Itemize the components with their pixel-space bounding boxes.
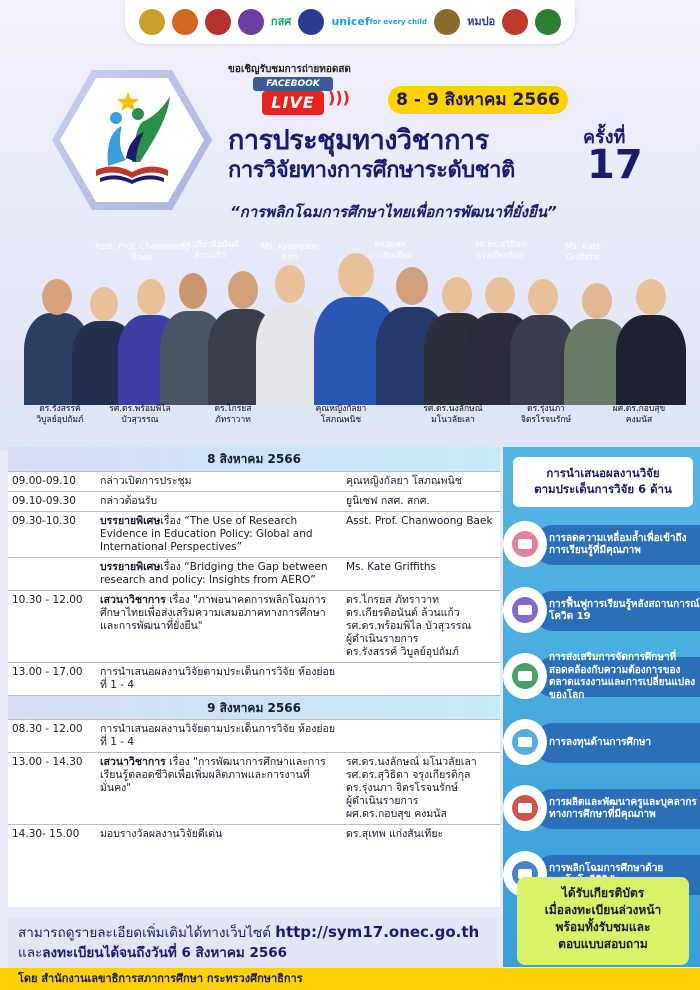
session-topic: กล่าวต้อนรับ: [100, 495, 158, 507]
seal-logo-icon: [172, 9, 198, 35]
schedule-row: [8, 471, 500, 491]
eef-logo: กสศ: [270, 15, 292, 28]
schedule-time: 09.30-10.30: [12, 515, 76, 527]
registration-deadline: ลงทะเบียนได้จนถึงวันที่ 6 สิงหาคม 2566: [42, 945, 288, 961]
session-topic: เรื่อง "ภาพอนาคตการพลิกโฉมการศึกษาไทยเพื่อส่งเสริมความเสมอภาคทางการศึกษาและการพัฒนาที่ยั่งยืน": [100, 594, 327, 632]
university-logo-icon: [238, 9, 264, 35]
session-topic: เรื่อง “Bridging the Gap between research and policy: Insights from AERO”: [100, 561, 328, 586]
track-banner: [533, 723, 700, 763]
schedule-row: [8, 491, 500, 511]
schedule-speaker: ดร.สุเทพ แก่งสันเทียะ: [346, 828, 444, 840]
schedule-description: [100, 756, 340, 821]
schedule-row: [8, 662, 500, 695]
website-footer: [8, 918, 500, 968]
schedule-time: 13.00 - 14.30: [12, 756, 83, 768]
session-topic: เรื่อง "การพัฒนาการศึกษาและการเรียนรู้ตลอดชีวิตเพื่อเพิ่มผลิตภาพและการงานที่มั่นคง": [100, 756, 326, 794]
schedule-speaker: คุณหญิงกัลยา โสภณพนิช: [346, 475, 462, 487]
schedule-speaker: Asst. Prof. Chanwoong Baek: [346, 515, 493, 527]
speaker-top-name: รศ.ดร.สุวิธิดา จรุงเกียรติกุล: [474, 240, 526, 261]
university-seal-icon: [502, 9, 528, 35]
track-label: การลงทุนด้านการศึกษา: [549, 736, 652, 748]
schedule-row: [8, 557, 500, 590]
session-topic: มอบรางวัลผลงานวิจัยดีเด่น: [100, 828, 223, 840]
thai-ministry-logo-icon: [434, 9, 460, 35]
speaker-bottom-name: รศ.ดร.นงลักษณ์ มโนวลัยเลา: [423, 404, 483, 425]
schedule-table: [8, 447, 500, 907]
schedule-speaker: Ms. Kate Griffiths: [346, 561, 437, 573]
speaker-photo: [616, 315, 686, 405]
speaker-top-name: Ms. Kyungsun Kim: [260, 242, 320, 263]
track-illustration-icon: [503, 587, 547, 633]
invite-text: ขอเชิญรับชมการถ่ายทอดสด: [228, 64, 351, 75]
research-track-item: [503, 719, 700, 769]
certificate-note: ได้รับเกียรติบัตร เมื่อลงทะเบียนล่วงหน้า พร้อมทั้งรับชมและ ตอบแบบสอบถาม: [517, 877, 689, 965]
tracks-heading: การนำเสนอผลงานวิจัย ตามประเด็นการวิจัย 6 ด้าน: [513, 457, 693, 507]
moe-emblem-icon: [139, 9, 165, 35]
website-line: [18, 922, 490, 943]
schedule-row: [8, 824, 500, 844]
day2-rows: [8, 719, 500, 844]
track-label: การส่งเสริมการจัดการศึกษาที่สอดคล้องกับความต้องการของตลาดแรงงานและการเปลี่ยนแปลงของโลก: [549, 652, 696, 701]
day2-header: 9 สิงหาคม 2566: [8, 695, 500, 719]
session-topic: เรื่อง “The Use of Research Evidence in Education Policy: Global and International Perspectives”: [100, 515, 313, 553]
edition-label: ครั้งที่: [583, 127, 626, 148]
session-type: เสวนาวิชาการ: [100, 756, 166, 768]
schedule-description: [100, 515, 340, 554]
speaker-top-name: Asst. Prof. Chanwoong Baek: [94, 242, 190, 263]
schedule-row: [8, 511, 500, 557]
conference-title: การประชุมทางวิชาการ: [228, 125, 489, 156]
research-track-item: [503, 587, 700, 637]
schedule-time: 14.30- 15.00: [12, 828, 80, 840]
schedule-description: [100, 723, 340, 749]
conference-subtitle: การวิจัยทางการศึกษาระดับชาติ: [228, 158, 515, 183]
unicef-logo: [331, 9, 426, 35]
organizer-bar: โดย สำนักงานเลขาธิการสภาการศึกษา กระทรวงศึกษาธิการ: [0, 968, 700, 990]
schedule-row: [8, 752, 500, 824]
speaker-bottom-name: คุณหญิงกัลยา โสภณพนิช: [315, 404, 367, 425]
schedule-time: 10.30 - 12.00: [12, 594, 83, 606]
onec-logo-icon: [205, 9, 231, 35]
track-illustration-icon: [503, 719, 547, 765]
facebook-label: FACEBOOK: [253, 77, 333, 91]
track-label: การลดความเหลื่อมล้ำเพื่อเข้าถึงการเรียนรู้ที่มีคุณภาพ: [549, 532, 687, 556]
live-badge: LIVE: [262, 91, 324, 115]
track-banner: [533, 591, 700, 631]
schedule-time: 13.00 - 17.00: [12, 666, 83, 678]
schedule-description: [100, 828, 340, 841]
website-prefix: สามารถดูรายละเอียดเพิ่มเติมได้ทางเว็บไซต์: [18, 925, 276, 941]
registration-line: [18, 943, 490, 963]
schedule-speaker: ดร.ไกรยส ภัทราวาท ดร.เกียรติอนันต์ ล้วนแก้ว รศ.ดร.พร้อมพิไล บัวสุวรรณ ผู้ดำเนินรายการ ดร.รังสรรค์ วิบูลย์อุปถัมภ์: [346, 594, 472, 658]
schedule-description: [100, 594, 340, 659]
unicef-tagline: for every child: [369, 18, 427, 26]
track-banner: [533, 525, 700, 565]
schedule-row: [8, 719, 500, 752]
speaker-bottom-name: ผศ.ดร.กอบสุข คงมนัส: [612, 404, 666, 425]
schedule-speaker: [340, 723, 496, 749]
session-type: บรรยายพิเศษ: [100, 561, 161, 573]
partner-logo-strip: [125, 0, 575, 44]
day1-header: 8 สิงหาคม 2566: [8, 447, 500, 471]
track-label: การฟื้นฟูการเรียนรู้หลังสถานการณ์โควิด 19: [549, 598, 700, 622]
schedule-time: 09.10-09.30: [12, 495, 76, 507]
track-illustration-icon: [503, 653, 547, 699]
edition-number: 17: [587, 142, 643, 188]
session-topic: การนำเสนอผลงานวิจัยตามประเด็นการวิจัย ห้องย่อยที่ 1 - 4: [100, 723, 335, 748]
broadcast-wave-icon: ))): [328, 88, 350, 107]
track-illustration-icon: [503, 521, 547, 567]
speaker-bottom-name: รศ.ดร.พร้อมพิไล บัวสุวรรณ: [109, 404, 171, 425]
session-type: บรรยายพิเศษ: [100, 515, 161, 527]
schedule-speaker: รศ.ดร.นงลักษณ์ มโนวลัยเลา รศ.ดร.สุวิธิดา จรุงเกียรติกุล ดร.รุ่งนภา จิตรโรจนรักษ์ ผู้ดำเนินรายการ ผศ.ดร.กอบสุข คงมนัส: [346, 756, 477, 820]
track-label: การผลิตและพัฒนาครูและบุคลากรทางการศึกษาที่มีคุณภาพ: [549, 796, 697, 820]
session-type: เสวนาวิชาการ: [100, 594, 166, 606]
institute-seal-icon: [535, 9, 561, 35]
speaker-top-name: Ms. Kate Griffiths: [564, 242, 602, 263]
event-date: 8 - 9 สิงหาคม 2566: [388, 86, 568, 114]
schedule-time: 08.30 - 12.00: [12, 723, 83, 735]
schedule-description: [100, 495, 340, 508]
speaker-photo-group: [20, 255, 690, 405]
track-banner: [533, 652, 700, 701]
speaker-bottom-name: ดร.รังสรรค์ วิบูลย์อุปถัมภ์: [36, 404, 84, 425]
track-banner: [533, 789, 700, 829]
track-illustration-icon: [503, 785, 547, 831]
schedule-description: [100, 561, 340, 587]
research-track-item: [503, 521, 700, 571]
hmpo-logo: หมปอ: [467, 15, 496, 28]
track-label: การพลิกโฉมการศึกษาด้วย: [549, 862, 664, 874]
schedule-description: [100, 475, 340, 488]
speaker-bottom-name: ดร.ไกรยส ภัทราวาท: [214, 404, 252, 425]
conference-emblem-icon: [78, 88, 186, 192]
schedule-row: [8, 590, 500, 662]
speaker-top-name: ดร.เกียรติอนันต์ ล้วนแก้ว: [180, 240, 240, 261]
schedule-speaker: ยูนิเซฟ กสศ. สกศ.: [346, 495, 430, 507]
session-topic: การนำเสนอผลงานวิจัยตามประเด็นการวิจัย ห้องย่อยที่ 1 - 4: [100, 666, 335, 691]
ksp-logo-icon: [298, 9, 324, 35]
day1-rows: [8, 471, 500, 695]
speaker-bottom-name: ดร.รุ่งนภา จิตรโรจนรักษ์: [520, 404, 572, 425]
schedule-description: [100, 666, 340, 692]
session-topic: กล่าวเปิดการประชุม: [100, 475, 192, 487]
website-link[interactable]: http://sym17.onec.go.th: [275, 923, 480, 941]
conference-theme: “การพลิกโฉมการศึกษาไทยเพื่อการพัฒนาที่ยั่งยืน”: [230, 203, 557, 221]
unicef-wordmark: unicef: [331, 15, 370, 28]
schedule-time: [12, 561, 100, 587]
schedule-time: 09.00-09.10: [12, 475, 76, 487]
schedule-speaker: [340, 666, 496, 692]
registration-prefix: และ: [18, 945, 43, 961]
research-track-item: [503, 653, 700, 703]
speaker-top-name: ดร.สุเทพ แก่งสันเทียะ: [368, 240, 412, 261]
research-track-item: [503, 785, 700, 835]
